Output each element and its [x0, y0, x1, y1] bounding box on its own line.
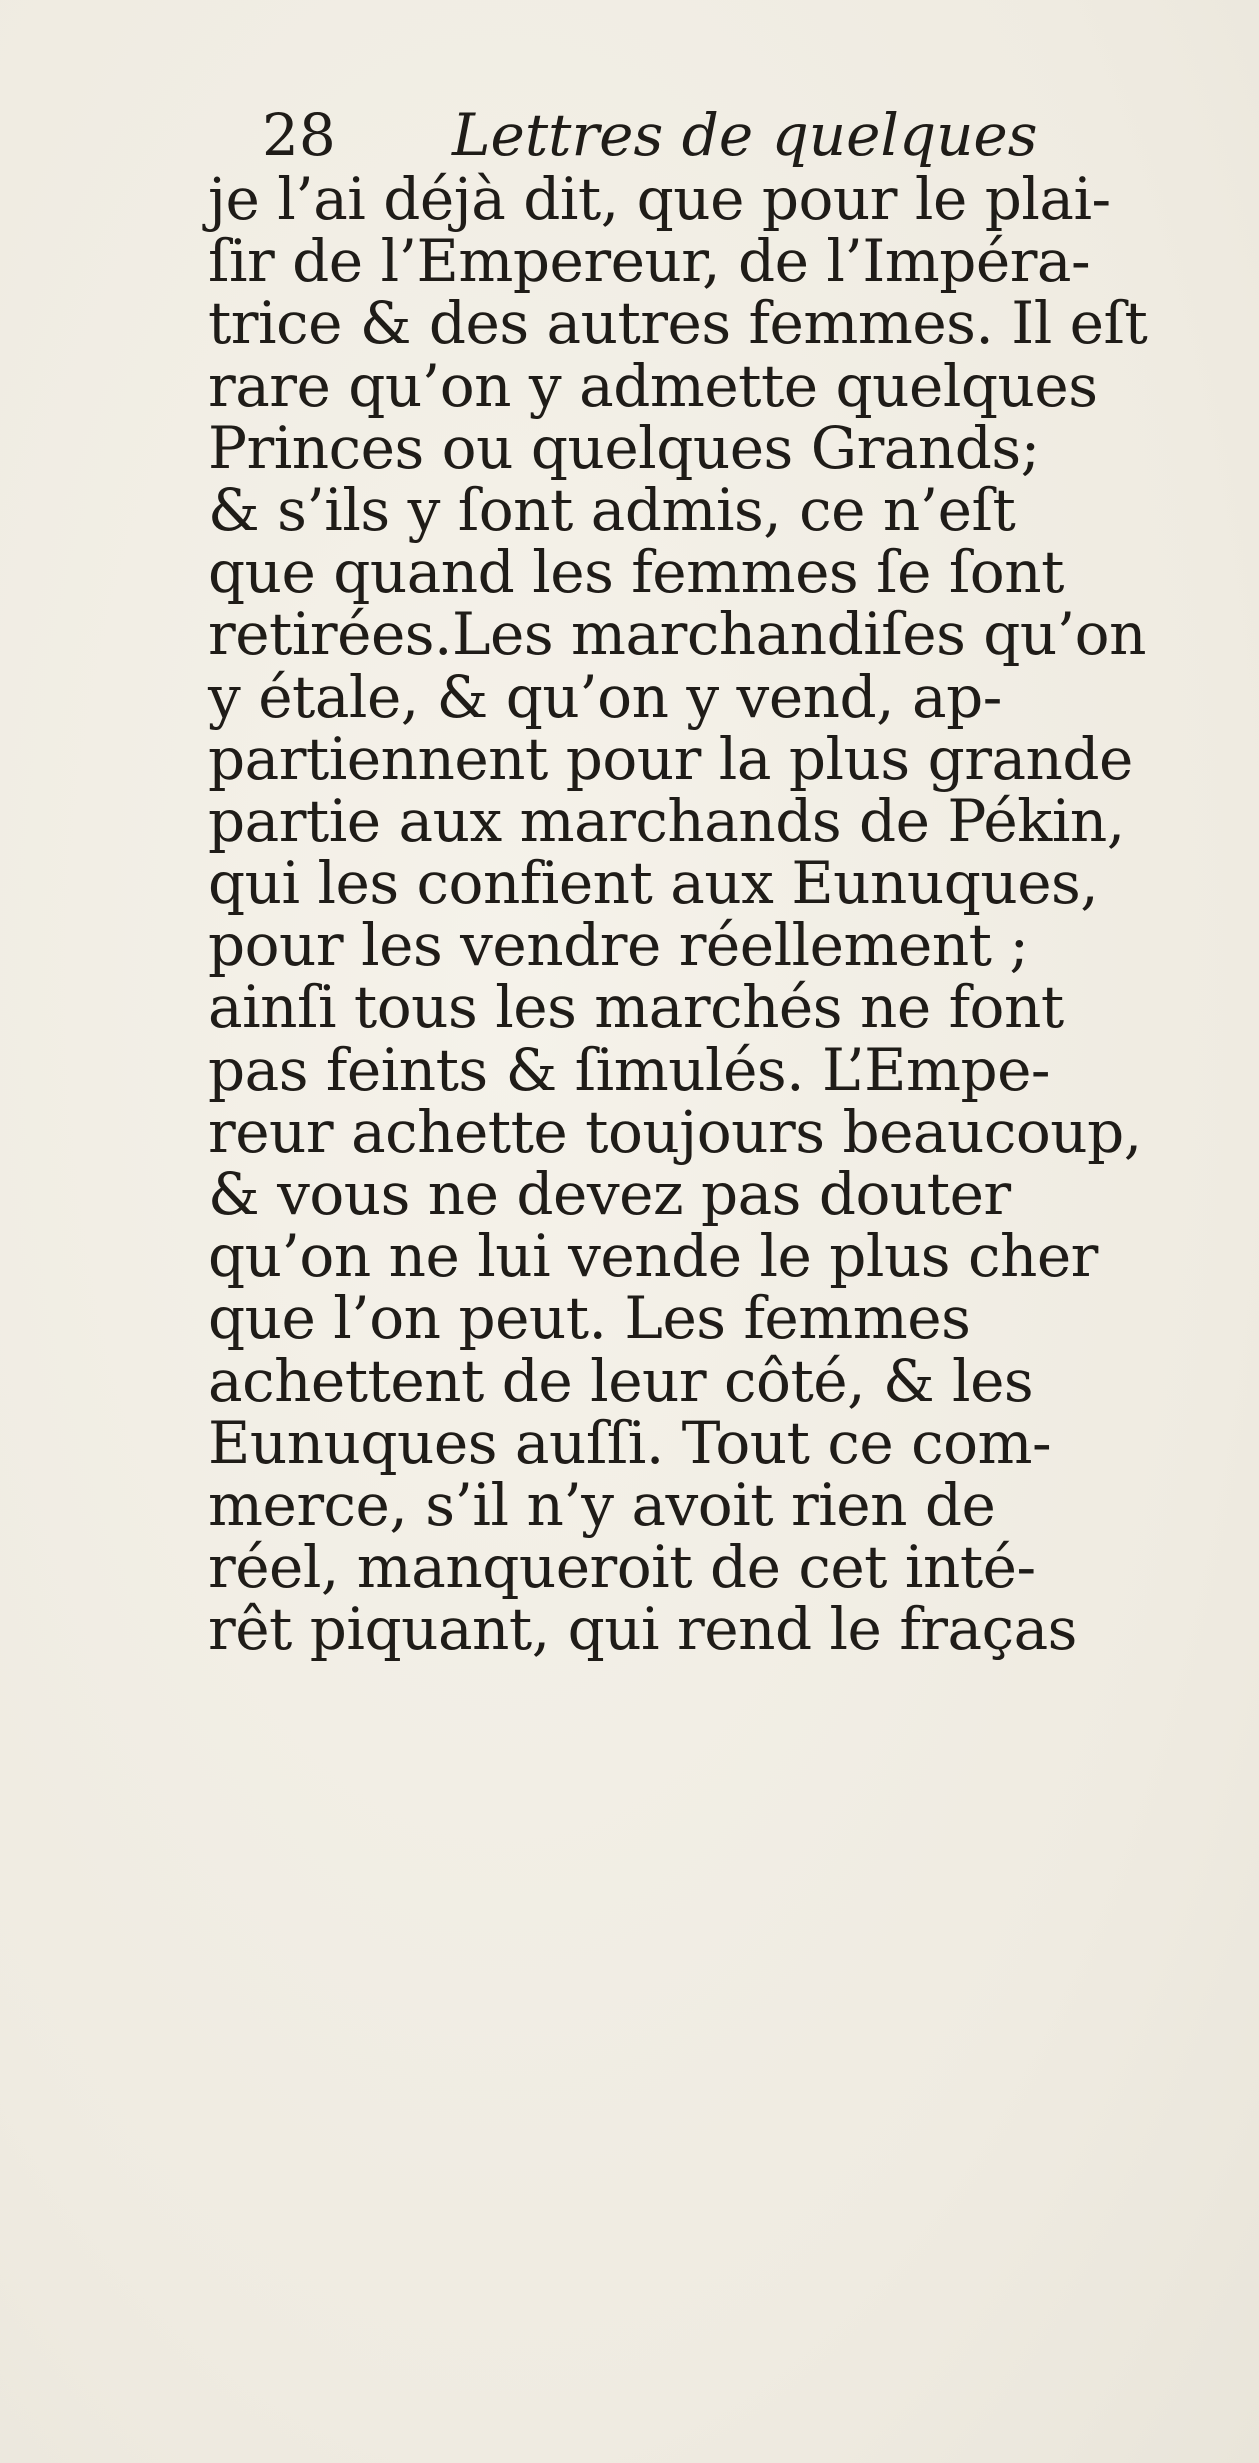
- page-number: 28: [262, 101, 336, 169]
- text-line: Eunuques auſſi. Tout ce com-: [208, 1408, 1052, 1477]
- text-line: rêt piquant, qui rend le fraças: [208, 1595, 1077, 1664]
- running-title: Lettres de quelques: [452, 101, 1038, 169]
- text-line: reur achette toujours beaucoup,: [208, 1097, 1142, 1166]
- text-line: y étale, & qu’on y vend, ap-: [208, 662, 1002, 731]
- page-header: [262, 100, 1062, 170]
- text-line: que l’on peut. Les femmes: [208, 1284, 971, 1353]
- text-line: & vous ne devez pas douter: [208, 1160, 1011, 1228]
- body-text: [208, 165, 1248, 1664]
- text-line: réel, manqueroit de cet inté-: [208, 1533, 1036, 1602]
- text-line: qui les confient aux Eunuques,: [208, 849, 1099, 918]
- text-line: Princes ou quelques Grands;: [208, 413, 1040, 482]
- text-line: rare qu’on y admette quelques: [208, 351, 1098, 420]
- text-line: ſir de l’Empereur, de l’Impéra-: [208, 227, 1091, 296]
- text-line: que quand les femmes ſe ſont: [208, 538, 1064, 607]
- text-line: pas feints & ſimulés. L’Empe-: [208, 1035, 1050, 1104]
- text-line: trice & des autres femmes. Il eſt: [208, 289, 1148, 358]
- text-line: achettent de leur côté, & les: [208, 1346, 1034, 1415]
- text-line: partiennent pour la plus grande: [208, 724, 1133, 793]
- text-line: je l’ai déjà dit, que pour le plai-: [208, 165, 1111, 233]
- text-line: qu’on ne lui vende le plus cher: [208, 1222, 1098, 1291]
- text-line: & s’ils y ſont admis, ce n’eſt: [208, 475, 1016, 544]
- text-line: partie aux marchands de Pékin,: [208, 786, 1125, 855]
- text-line: pour les vendre réellement ;: [208, 911, 1029, 980]
- text-line: ainſi tous les marchés ne font: [208, 973, 1064, 1042]
- text-line: retirées.Les marchandiſes qu’on: [208, 600, 1146, 669]
- text-line: merce, s’il n’y avoit rien de: [208, 1470, 996, 1539]
